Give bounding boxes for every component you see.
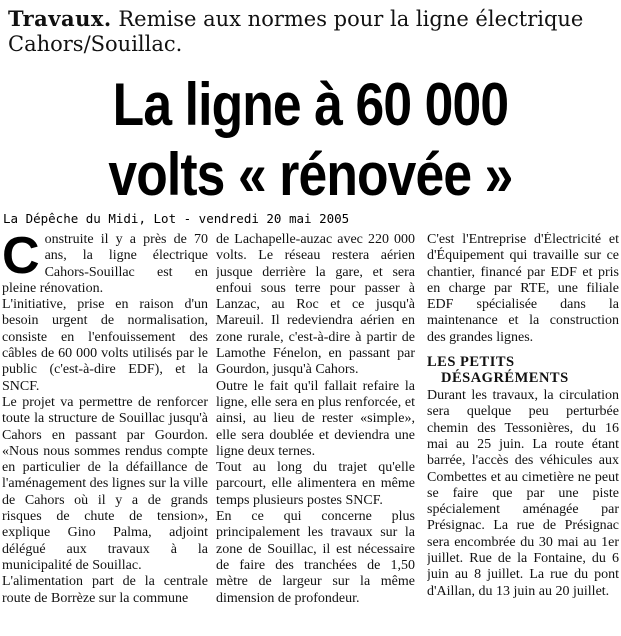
headline-line-1: La ligne à 60 000 xyxy=(112,71,509,138)
kicker xyxy=(8,6,618,57)
paragraph: En ce qui concerne plus principalement les travaux sur la zone de Souillac, il est nécessaire de faire des tranchées de 1,50 mètre de largeur sur la même dimension de profondeur. xyxy=(216,509,415,606)
article-column-3 xyxy=(427,232,619,636)
paragraph: Tout au long du trajet qu'elle parcourt, elle alimentera en même temps plusieurs postes SNCF. xyxy=(216,460,415,508)
headline-line-2: volts « rénovée » xyxy=(108,141,513,208)
paragraph: Outre le fait qu'il fallait refaire la ligne, elle sera en plus renforcée, et ainsi, au lieu de rester «simple», elle sera doublée et deviendra une ligne deux ternes. xyxy=(216,378,415,459)
subheading-line-1: LES PETITS xyxy=(427,354,515,371)
paragraph: Durant les travaux, la circulation sera quelque peu perturbée chemin des Tessonières, du 16 mai au 25 juin. La route étant barrée, l'accès des véhicules aux Combettes et au cimetière ne peut se faire que par une piste spécialement aménagée par Présignac. La rue de Présignac sera encombrée du 30 mai au 1er juillet. Rue de la Fontaine, du 6 juin au 8 juillet. La rue du pont d'Aillan, du 13 juin au 20 juillet. xyxy=(427,388,619,599)
article-column-1 xyxy=(2,232,208,636)
paragraph: L'alimentation part de la centrale route de Borrèze sur la commune xyxy=(2,574,208,606)
paragraph-text: onstruite il y a près de 70 ans, la ligne électrique Cahors-Souillac est en pleine rénovation. xyxy=(2,232,208,296)
paragraph: C'est l'Entreprise d'Électricité et d'Équipement qui travaille sur ce chantier, financé par EDF et pris en charge par RTE, une filiale EDF spécialisée dans la maintenance et la construction des grandes lignes. xyxy=(427,232,619,345)
paragraph: Le projet va permettre de renforcer toute la structure de Souillac jusqu'à Cahors en passant par Gourdon. «Nous nous sommes rendus compte en particulier de la défaillance de l'aménagement des lignes sur la ville de Cahors où il y a de grands risques de chute de tension», explique Gino Palma, adjoint délégué aux travaux à la municipalité de Souillac. xyxy=(2,394,208,573)
drop-cap: C xyxy=(2,232,40,285)
source-line: La Dépêche du Midi, Lot - vendredi 20 mai 2005 xyxy=(3,211,353,226)
subheading xyxy=(427,354,619,386)
article-column-2 xyxy=(216,232,415,636)
kicker-tag: Travaux. xyxy=(8,6,112,31)
paragraph: de Lachapelle-auzac avec 220 000 volts. Le réseau restera aérien jusque derrière la gare, et sera enfoui sous terre pour passer à Lanzac, au Roc et ce jusqu'à Mareuil. Il redeviendra aérien en zone rurale, c'est-à-dire à partir de Lamothe Fénelon, en passant par Gourdon, jusqu'à Cahors. xyxy=(216,232,415,378)
paragraph: L'initiative, prise en raison d'un besoin urgent de normalisation, consiste en l'enfouissement des câbles de 60 000 volts utilisés par le public (c'est-à-dire EDF), et la SNCF. xyxy=(2,297,208,394)
paragraph xyxy=(2,232,208,297)
subheading-line-2: DÉSAGRÉMENTS xyxy=(441,370,569,387)
kicker-text: Remise aux normes pour la ligne électrique Cahors/Souillac. xyxy=(8,7,584,56)
headline xyxy=(43,70,577,210)
